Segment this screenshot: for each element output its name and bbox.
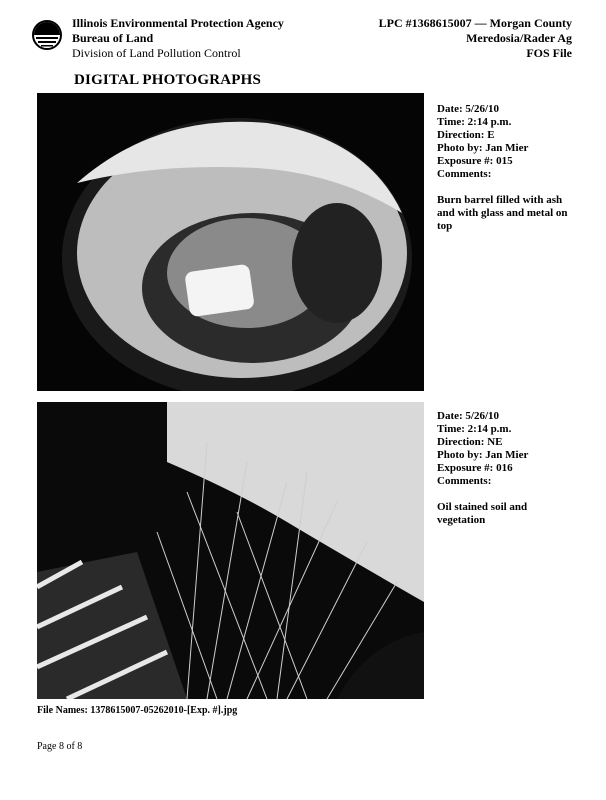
- caption-direction: Direction: NE: [437, 436, 503, 448]
- caption-comments-label: Comments:: [437, 475, 492, 487]
- agency-logo-icon: [32, 20, 62, 50]
- division-name: Division of Land Pollution Control: [72, 46, 241, 60]
- site-header: [379, 16, 572, 61]
- file-type: FOS File: [526, 46, 572, 60]
- photo-caption-2: [437, 410, 577, 527]
- agency-name: Illinois Environmental Protection Agency: [72, 16, 284, 30]
- caption-photographer: Photo by: Jan Mier: [437, 142, 529, 154]
- caption-date: Date: 5/26/10: [437, 410, 500, 422]
- page-number: Page 8 of 8: [37, 741, 83, 752]
- site-name: Meredosia/Rader Ag: [466, 31, 572, 45]
- page-title: DIGITAL PHOTOGRAPHS: [74, 72, 262, 88]
- caption-comment: Burn barrel filled with ash and with glass and metal on top: [437, 194, 568, 232]
- photo-caption-1: [437, 103, 577, 233]
- photo-burn-barrel: [37, 93, 424, 391]
- file-names: File Names: 1378615007-05262010-[Exp. #].jpg: [37, 705, 238, 716]
- caption-time: Time: 2:14 p.m.: [437, 116, 512, 128]
- lpc-number: LPC #1368615007 — Morgan County: [378, 16, 572, 30]
- agency-header: [32, 16, 284, 61]
- caption-photographer: Photo by: Jan Mier: [437, 449, 529, 461]
- bureau-name: Bureau of Land: [72, 31, 154, 45]
- photo-oil-stained-vegetation: [37, 402, 424, 699]
- caption-exposure: Exposure #: 015: [437, 155, 513, 167]
- caption-direction: Direction: E: [437, 129, 495, 141]
- caption-comment: Oil stained soil and vegetation: [437, 501, 528, 526]
- caption-time: Time: 2:14 p.m.: [437, 423, 512, 435]
- caption-comments-label: Comments:: [437, 168, 492, 180]
- caption-exposure: Exposure #: 016: [437, 462, 513, 474]
- caption-date: Date: 5/26/10: [437, 103, 500, 115]
